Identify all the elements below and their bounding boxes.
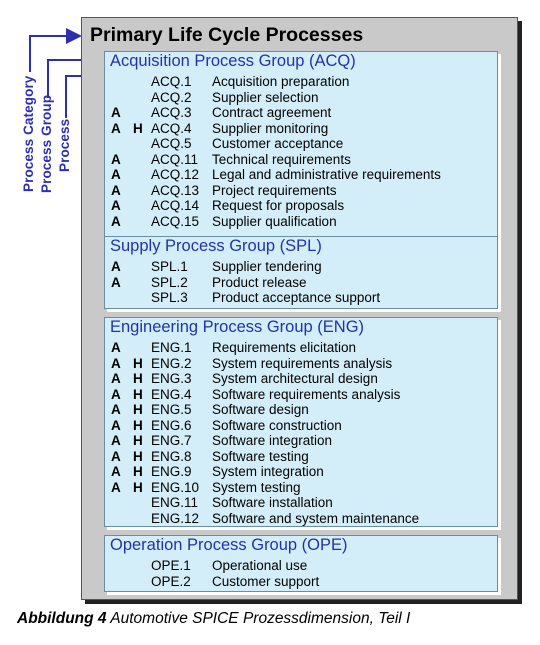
process-name: Request for proposals — [212, 198, 345, 213]
process-row — [105, 105, 497, 121]
process-capability-a: A — [111, 355, 121, 371]
process-row — [105, 433, 497, 449]
process-row — [105, 480, 497, 496]
process-capability-a: A — [111, 417, 121, 433]
legend-process-group: Process Group — [39, 94, 54, 193]
process-id: SPL.2 — [151, 274, 188, 290]
process-row — [105, 402, 497, 418]
process-row — [105, 290, 497, 306]
process-id: ACQ.2 — [151, 89, 192, 105]
process-capability-a: A — [111, 198, 121, 213]
process-capability-a: A — [111, 105, 121, 120]
process-name: Software requirements analysis — [212, 386, 401, 402]
process-row — [105, 74, 497, 90]
process-id: OPE.2 — [151, 573, 191, 589]
process-capability-a: A — [111, 167, 121, 182]
process-capability-a: A — [111, 479, 121, 495]
process-name: System testing — [212, 479, 301, 495]
process-capability-h: H — [133, 448, 143, 464]
process-id: ENG.4 — [151, 386, 192, 402]
process-id: ACQ.15 — [151, 213, 200, 229]
process-capability-a: A — [111, 433, 121, 448]
process-row — [105, 418, 497, 434]
group-spl — [104, 236, 498, 309]
process-capability-a: A — [111, 340, 121, 355]
process-id: ENG.5 — [151, 402, 192, 417]
process-capability-a: A — [111, 371, 121, 386]
process-row — [105, 214, 497, 230]
process-row — [105, 90, 497, 106]
group-title: Supply Process Group (SPL) — [110, 237, 322, 255]
process-name: Software and system maintenance — [212, 510, 420, 526]
process-name: Supplier monitoring — [212, 120, 329, 136]
process-id: ENG.3 — [151, 371, 192, 386]
figure-caption — [17, 610, 410, 628]
process-name: Product acceptance support — [212, 290, 381, 305]
caption-label: Abbildung 4 — [17, 610, 107, 627]
process-capability-h: H — [133, 417, 143, 433]
category-title: Primary Life Cycle Processes — [90, 24, 364, 46]
process-row — [105, 558, 497, 574]
process-name: Supplier tendering — [212, 259, 322, 274]
process-name: Technical requirements — [212, 151, 351, 167]
process-capability-h: H — [133, 464, 143, 479]
process-name: Project requirements — [212, 182, 337, 198]
process-name: Software design — [212, 402, 309, 417]
process-id: ENG.1 — [151, 340, 192, 355]
process-row — [105, 574, 497, 590]
category-arrow — [30, 36, 80, 72]
process-name: Operational use — [212, 558, 308, 573]
process-capability-a: A — [111, 151, 121, 167]
process-id: ACQ.1 — [151, 74, 192, 89]
group-title: Acquisition Process Group (ACQ) — [110, 52, 356, 70]
process-id: ENG.12 — [151, 510, 200, 526]
process-capability-a: A — [111, 182, 121, 198]
process-id: ENG.2 — [151, 355, 192, 371]
process-name: Supplier qualification — [212, 213, 337, 229]
process-id: ENG.11 — [151, 495, 199, 510]
process-id: ENG.10 — [151, 479, 200, 495]
process-capability-h: H — [133, 386, 143, 402]
group-title: Engineering Process Group (ENG) — [110, 318, 365, 336]
process-id: ENG.9 — [151, 464, 192, 479]
process-row — [105, 449, 497, 465]
process-row — [105, 198, 497, 214]
legend-process: Process — [57, 118, 72, 172]
process-name: Software installation — [212, 495, 333, 510]
process-id: ACQ.5 — [151, 136, 192, 151]
process-id: ACQ.11 — [151, 151, 199, 167]
process-category-frame — [81, 17, 518, 600]
process-row — [105, 511, 497, 527]
process-id: ENG.6 — [151, 417, 192, 433]
process-id: OPE.1 — [151, 558, 191, 573]
process-row — [105, 387, 497, 403]
process-id: ENG.7 — [151, 433, 192, 448]
caption-text: Automotive SPICE Prozessdimension, Teil I — [106, 610, 411, 627]
process-capability-a: A — [111, 386, 121, 402]
process-row — [105, 121, 497, 137]
process-row — [105, 167, 497, 183]
process-id: SPL.3 — [151, 290, 188, 305]
group-eng — [104, 317, 498, 527]
process-id: ACQ.4 — [151, 120, 192, 136]
process-row — [105, 464, 497, 480]
process-name: Software testing — [212, 448, 309, 464]
process-capability-a: A — [111, 213, 121, 229]
process-name: Legal and administrative requirements — [212, 167, 441, 182]
group-acq — [104, 51, 498, 242]
process-row — [105, 275, 497, 291]
process-id: ACQ.3 — [151, 105, 192, 120]
process-capability-h: H — [133, 120, 143, 136]
process-name: Customer support — [212, 573, 320, 589]
group-ope — [104, 535, 498, 592]
process-name: System requirements analysis — [212, 355, 393, 371]
process-capability-a: A — [111, 402, 121, 417]
process-capability-a: A — [111, 274, 121, 290]
process-capability-a: A — [111, 120, 121, 136]
group-title: Operation Process Group (OPE) — [110, 536, 348, 554]
process-row — [105, 259, 497, 275]
process-row — [105, 495, 497, 511]
process-name: Software construction — [212, 417, 342, 433]
process-row — [105, 356, 497, 372]
legend-process-category: Process Category — [21, 75, 36, 192]
process-name: Requirements elicitation — [212, 340, 357, 355]
process-name: Supplier selection — [212, 89, 319, 105]
process-capability-h: H — [133, 355, 143, 371]
process-name: Acquisition preparation — [212, 74, 350, 89]
process-capability-a: A — [111, 448, 121, 464]
process-name: Product release — [212, 274, 307, 290]
process-name: Software integration — [212, 433, 333, 448]
process-row — [105, 152, 497, 168]
process-name: System integration — [212, 464, 324, 479]
process-id: ENG.8 — [151, 448, 192, 464]
process-name: Customer acceptance — [212, 136, 344, 151]
process-capability-h: H — [133, 433, 143, 448]
process-row — [105, 183, 497, 199]
process-name: Contract agreement — [212, 105, 332, 120]
process-capability-a: A — [111, 259, 121, 274]
process-row — [105, 136, 497, 152]
process-capability-h: H — [133, 402, 143, 417]
process-capability-h: H — [133, 371, 143, 386]
process-id: SPL.1 — [151, 259, 188, 274]
process-row — [105, 340, 497, 356]
process-id: ACQ.14 — [151, 198, 200, 213]
process-id: ACQ.13 — [151, 182, 200, 198]
process-capability-a: A — [111, 464, 121, 479]
process-id: ACQ.12 — [151, 167, 200, 182]
process-row — [105, 371, 497, 387]
process-name: System architectural design — [212, 371, 378, 386]
process-capability-h: H — [133, 479, 143, 495]
